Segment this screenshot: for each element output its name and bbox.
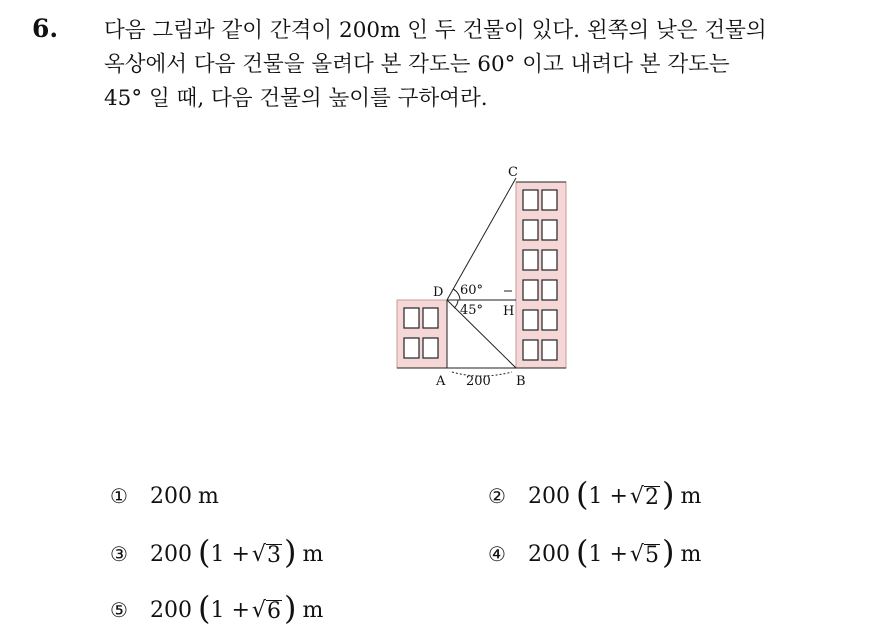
one-plus: 1 + bbox=[210, 541, 250, 567]
angle-up-label: 60° bbox=[460, 283, 484, 298]
choice-value: 200 bbox=[150, 597, 192, 623]
close-paren: ) bbox=[661, 533, 675, 571]
open-paren: ( bbox=[576, 533, 589, 571]
choice-unit: m bbox=[680, 541, 702, 567]
radicand: 2 bbox=[644, 484, 659, 510]
label-d: D bbox=[433, 285, 444, 300]
close-paren: ) bbox=[283, 589, 297, 627]
choice-unit: m bbox=[302, 597, 324, 623]
choice-5[interactable] bbox=[110, 590, 323, 630]
choice-unit: m bbox=[680, 483, 702, 509]
radicand: 3 bbox=[266, 542, 281, 568]
one-plus: 1 + bbox=[588, 483, 628, 509]
choice-value: 200 bbox=[150, 541, 192, 567]
one-plus: 1 + bbox=[210, 597, 250, 623]
sqrt: √ 6 bbox=[251, 597, 281, 624]
question-line-1: 다음 그림과 같이 간격이 200m 인 두 건물이 있다. 왼쪽의 낮은 건물의 bbox=[104, 18, 767, 43]
label-c: C bbox=[508, 165, 518, 180]
label-a: A bbox=[436, 374, 446, 389]
choice-marker: ② bbox=[488, 484, 506, 508]
choice-unit: m bbox=[302, 541, 324, 567]
choice-value: 200 bbox=[150, 483, 192, 509]
question-text bbox=[104, 14, 864, 116]
choice-marker: ⑤ bbox=[110, 598, 128, 622]
sqrt: √ 2 bbox=[629, 483, 659, 510]
choice-2[interactable] bbox=[488, 476, 701, 516]
choice-marker: ③ bbox=[110, 542, 128, 566]
choice-marker: ① bbox=[110, 484, 128, 508]
choice-marker: ④ bbox=[488, 542, 506, 566]
radicand: 6 bbox=[266, 598, 281, 624]
question-number: 6. bbox=[32, 14, 59, 43]
label-h: H bbox=[503, 304, 515, 319]
choice-unit: m bbox=[198, 483, 219, 509]
choice-value: 200 bbox=[528, 541, 570, 567]
label-b: B bbox=[516, 374, 526, 389]
choice-3[interactable] bbox=[110, 534, 323, 574]
question-line-2: 옥상에서 다음 건물을 올려다 본 각도는 60° 이고 내려다 본 각도는 bbox=[104, 52, 730, 77]
close-paren: ) bbox=[283, 533, 297, 571]
building-diagram bbox=[380, 160, 580, 390]
choice-1[interactable] bbox=[110, 476, 219, 516]
choice-4[interactable] bbox=[488, 534, 701, 574]
sqrt: √ 3 bbox=[251, 541, 281, 568]
question-line-3: 45° 일 때, 다음 건물의 높이를 구하여라. bbox=[104, 86, 488, 111]
open-paren: ( bbox=[198, 533, 211, 571]
close-paren: ) bbox=[661, 475, 675, 513]
choice-value: 200 bbox=[528, 483, 570, 509]
distance-label: 200 bbox=[466, 374, 491, 389]
building-figure bbox=[380, 160, 580, 390]
open-paren: ( bbox=[576, 475, 589, 513]
sqrt: √ 5 bbox=[629, 541, 659, 568]
radicand: 5 bbox=[644, 542, 659, 568]
one-plus: 1 + bbox=[588, 541, 628, 567]
line-dc bbox=[447, 178, 516, 300]
angle-down-label: 45° bbox=[460, 303, 484, 318]
open-paren: ( bbox=[198, 589, 211, 627]
